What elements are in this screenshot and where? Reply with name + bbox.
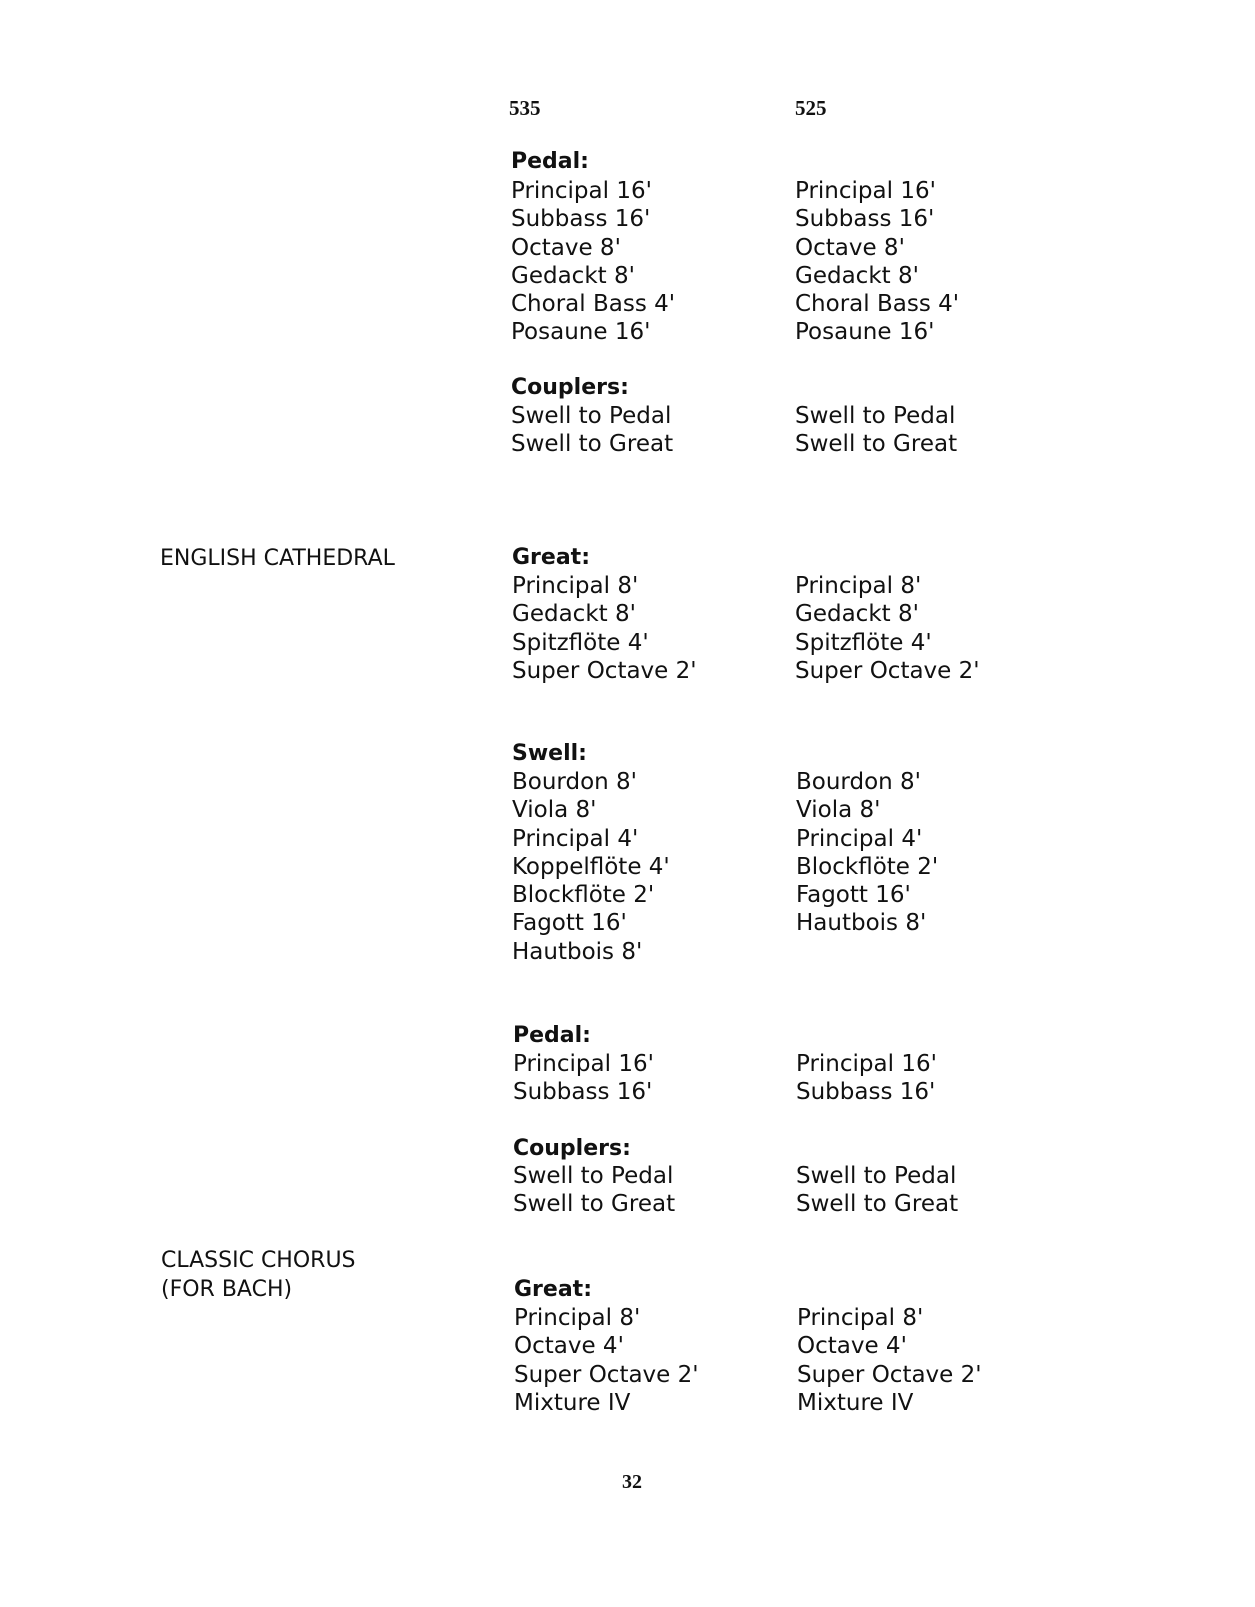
list-item: Principal 8'	[797, 1305, 924, 1331]
stop-list-swell-535	[512, 768, 670, 966]
list-item: Principal 8'	[795, 573, 922, 599]
heading-great: Great:	[512, 545, 590, 570]
list-item: Hautbois 8'	[796, 910, 927, 937]
model-number-right: 525	[795, 96, 827, 120]
list-item: Gedackt 8'	[511, 262, 635, 289]
list-item: Posaune 16'	[511, 319, 651, 346]
stop-list-pedal-535	[511, 177, 675, 347]
list-item: Super Octave 2'	[512, 657, 697, 684]
list-item: Octave 4'	[514, 1333, 624, 1360]
list-item: Gedackt 8'	[512, 601, 636, 628]
list-item: Super Octave 2'	[797, 1361, 982, 1388]
stop-list-great-525	[795, 572, 980, 685]
heading-swell: Swell:	[512, 741, 587, 766]
list-item: Koppelflöte 4'	[512, 853, 670, 880]
coupler-list-535	[511, 402, 673, 459]
list-item: Subbass 16'	[795, 206, 935, 233]
list-item: Swell to Great	[511, 431, 674, 458]
list-item: Subbass 16'	[513, 1079, 653, 1106]
list-item: Super Octave 2'	[795, 657, 980, 684]
list-item: Super Octave 2'	[514, 1361, 699, 1388]
list-item: Principal 16'	[511, 178, 652, 204]
list-item: Swell to Pedal	[795, 403, 956, 429]
heading-pedal: Pedal:	[513, 1023, 591, 1048]
list-item: Swell to Pedal	[513, 1163, 674, 1189]
list-item: Subbass 16'	[511, 206, 651, 233]
list-item: Spitzflöte 4'	[795, 629, 932, 656]
list-item: (FOR BACH)	[161, 1276, 293, 1302]
list-item: Principal 4'	[796, 825, 923, 852]
list-item: Principal 16'	[795, 178, 936, 204]
list-item: Principal 16'	[796, 1051, 937, 1077]
list-item: Spitzflöte 4'	[512, 629, 649, 656]
setting-title-classic-chorus	[161, 1247, 356, 1304]
list-item: Gedackt 8'	[795, 601, 919, 628]
list-item: Blockflöte 2'	[512, 882, 655, 909]
list-item: Viola 8'	[796, 797, 881, 824]
list-item: Octave 8'	[795, 234, 905, 261]
list-item: Subbass 16'	[796, 1079, 936, 1106]
list-item: Viola 8'	[512, 797, 597, 824]
list-item: Gedackt 8'	[795, 262, 919, 289]
heading-pedal: Pedal:	[511, 149, 589, 174]
list-item: Octave 8'	[511, 234, 621, 261]
heading-great: Great:	[514, 1277, 592, 1302]
model-number-left: 535	[509, 96, 541, 120]
stop-list-great-535	[514, 1304, 699, 1417]
list-item: Principal 8'	[514, 1305, 641, 1331]
list-item: Hautbois 8'	[512, 938, 643, 965]
stop-list-pedal-525	[796, 1050, 937, 1107]
list-item: Bourdon 8'	[512, 769, 637, 795]
list-item: Principal 8'	[512, 573, 639, 599]
list-item: Fagott 16'	[796, 882, 911, 909]
list-item: Swell to Great	[795, 431, 958, 458]
list-item: Swell to Great	[513, 1191, 676, 1218]
list-item: Bourdon 8'	[796, 769, 921, 795]
list-item: Swell to Great	[796, 1191, 959, 1218]
list-item: Swell to Pedal	[796, 1163, 957, 1189]
list-item: Octave 4'	[797, 1333, 907, 1360]
stop-list-pedal-535	[513, 1050, 654, 1107]
page-number: 32	[622, 1471, 642, 1493]
list-item: Mixture IV	[514, 1389, 631, 1416]
list-item: CLASSIC CHORUS	[161, 1248, 356, 1273]
list-item: Choral Bass 4'	[511, 291, 676, 318]
heading-couplers: Couplers:	[513, 1136, 631, 1161]
list-item: Choral Bass 4'	[795, 291, 960, 318]
stop-list-pedal-525	[795, 177, 959, 347]
heading-couplers: Couplers:	[511, 375, 629, 400]
coupler-list-525	[796, 1162, 958, 1219]
stop-list-great-525	[797, 1304, 982, 1417]
stop-list-great-535	[512, 572, 697, 685]
list-item: Principal 16'	[513, 1051, 654, 1077]
list-item: Blockflöte 2'	[796, 853, 939, 880]
stop-list-swell-525	[796, 768, 938, 938]
list-item: Posaune 16'	[795, 319, 935, 346]
setting-title-english-cathedral: ENGLISH CATHEDRAL	[160, 546, 395, 571]
list-item: Swell to Pedal	[511, 403, 672, 429]
list-item: Mixture IV	[797, 1389, 914, 1416]
coupler-list-535	[513, 1162, 675, 1219]
list-item: Principal 4'	[512, 825, 639, 852]
coupler-list-525	[795, 402, 957, 459]
list-item: Fagott 16'	[512, 910, 627, 937]
